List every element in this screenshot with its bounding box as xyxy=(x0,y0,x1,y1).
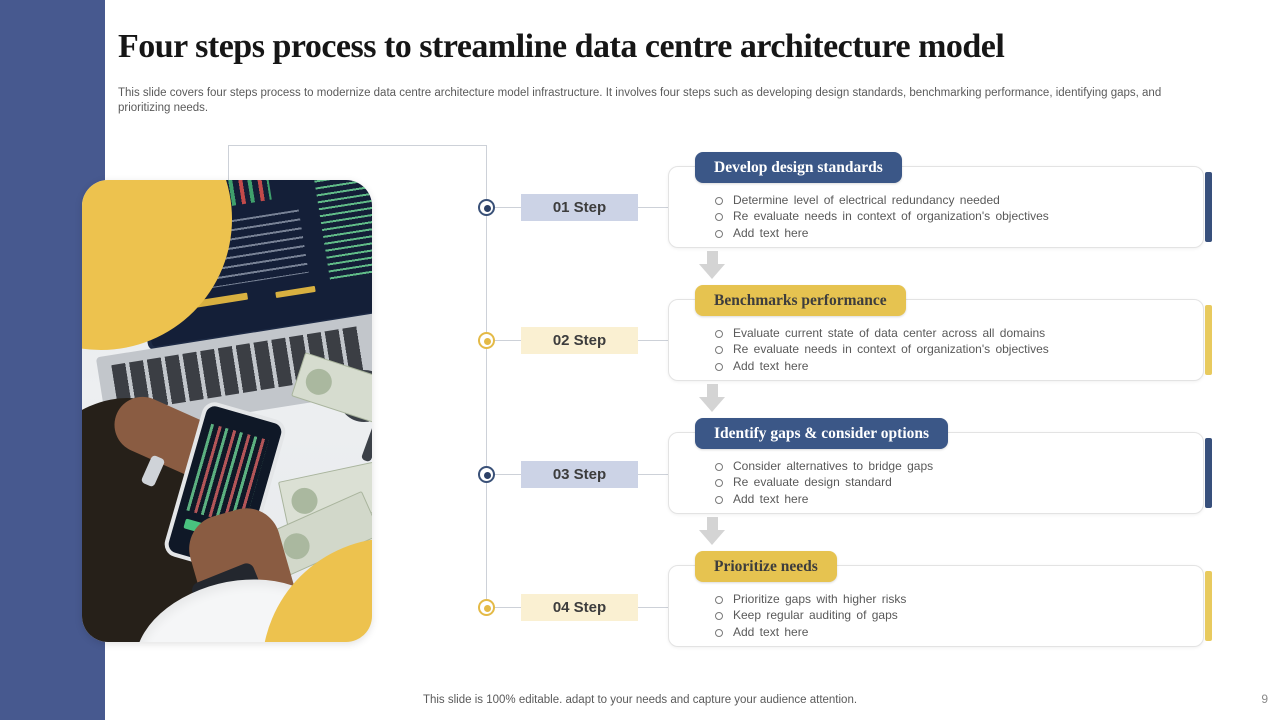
step-card-3 xyxy=(668,425,1204,514)
step-card-2 xyxy=(668,292,1204,381)
step-card-bullets xyxy=(713,192,1049,241)
page-title: Four steps process to streamline data centre architecture model xyxy=(118,28,1005,65)
footer-note: This slide is 100% editable. adapt to your needs and capture your audience attention. xyxy=(422,694,858,706)
step-card-title: Prioritize needs xyxy=(695,551,837,582)
step-card-title: Develop design standards xyxy=(695,152,902,183)
card-accent-bar xyxy=(1205,438,1212,508)
bullet-item: Consider alternatives to bridge gaps xyxy=(713,458,933,474)
card-accent-bar xyxy=(1205,172,1212,242)
marker-dot xyxy=(484,605,491,612)
step-card-1 xyxy=(668,159,1204,248)
arrow-down-icon xyxy=(699,251,726,279)
step-label-2: 02 Step xyxy=(521,327,638,354)
timeline-marker-1 xyxy=(478,199,495,216)
marker-dot xyxy=(484,338,491,345)
bill-seal xyxy=(302,365,335,398)
arrow-down-icon xyxy=(699,517,726,545)
bullet-item: Evaluate current state of data center across all domains xyxy=(713,325,1049,341)
marker-dot xyxy=(484,205,491,212)
card-accent-bar xyxy=(1205,571,1212,641)
bullet-item: Add text here xyxy=(713,491,933,507)
bullet-item: Re evaluate design standard xyxy=(713,474,933,490)
bullet-item: Add text here xyxy=(713,358,1049,374)
step-label-4: 04 Step xyxy=(521,594,638,621)
step-card-bullets xyxy=(713,458,933,507)
timeline-marker-2 xyxy=(478,332,495,349)
bullet-item: Determine level of electrical redundancy needed xyxy=(713,192,1049,208)
magnifier-handle xyxy=(361,418,372,463)
slide-description: This slide covers four steps process to modernize data centre architecture model infrastructure. It involves four steps such as developing design standards, benchmarking performance, identifying gaps, and prioritizing needs. xyxy=(118,87,1162,114)
bullet-item: Prioritize gaps with higher risks xyxy=(713,591,906,607)
arrow-down-icon xyxy=(699,384,726,412)
bracket-top-line xyxy=(228,145,486,146)
step-card-title: Benchmarks performance xyxy=(695,285,906,316)
screen-button xyxy=(275,286,315,298)
photo-trader-analyzing-markets xyxy=(82,180,372,642)
timeline-marker-4 xyxy=(478,599,495,616)
step-card-bullets xyxy=(713,591,906,640)
card-accent-bar xyxy=(1205,305,1212,375)
bullet-item: Add text here xyxy=(713,225,1049,241)
stock-table xyxy=(310,180,372,281)
bullet-item: Re evaluate needs in context of organization's objectives xyxy=(713,341,1049,357)
timeline-marker-3 xyxy=(478,466,495,483)
step-card-4 xyxy=(668,558,1204,647)
page-number: 9 xyxy=(1261,692,1268,706)
marker-dot xyxy=(484,472,491,479)
bullet-item: Add text here xyxy=(713,624,906,640)
step-card-title: Identify gaps & consider options xyxy=(695,418,948,449)
step-label-1: 01 Step xyxy=(521,194,638,221)
bullet-item: Keep regular auditing of gaps xyxy=(713,607,906,623)
step-card-bullets xyxy=(713,325,1049,374)
bullet-item: Re evaluate needs in context of organization's objectives xyxy=(713,208,1049,224)
step-label-3: 03 Step xyxy=(521,461,638,488)
